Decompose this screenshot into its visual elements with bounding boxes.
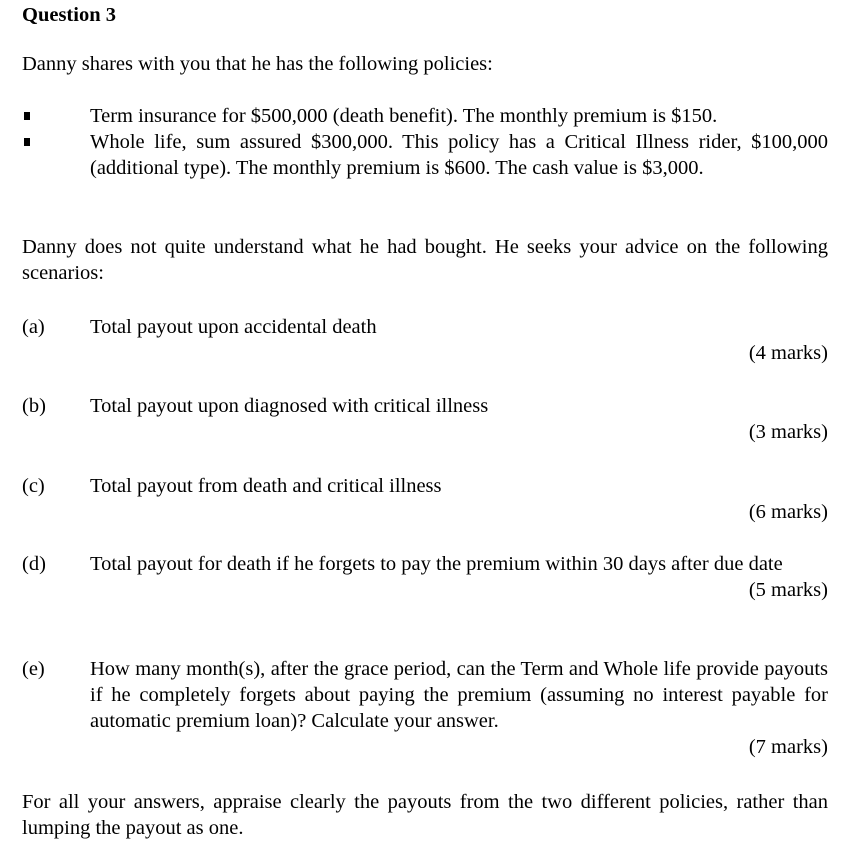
question-label: (d) — [22, 553, 46, 575]
closing-instruction: For all your answers, appraise clearly the payouts from the two different policies, rather than lumping the payout as one. — [22, 791, 828, 839]
scenario-intro-paragraph: Danny does not quite understand what he had bought. He seeks your advice on the following scenarios: — [22, 236, 828, 284]
question-label: (b) — [22, 395, 46, 417]
question-text: Total payout upon accidental death — [90, 316, 377, 338]
question-label: (e) — [22, 658, 45, 680]
intro-paragraph: Danny shares with you that he has the following policies: — [22, 53, 493, 75]
question-marks: (7 marks) — [748, 736, 828, 758]
question-text: How many month(s), after the grace period, can the Term and Whole life provide payouts if he completely forgets about paying the premium (assuming no interest payable for automatic premium loan)? Calculate your answer. — [90, 658, 828, 732]
question-item-a — [22, 314, 828, 366]
question-label: (a) — [22, 316, 45, 338]
policy-text: Whole life, sum assured $300,000. This policy has a Critical Illness rider, $100,000 (additional type). The monthly premium is $600. The cash value is $3,000. — [90, 131, 828, 179]
question-item-b — [22, 393, 828, 445]
policy-item-term — [22, 103, 828, 129]
question-item-e — [22, 656, 828, 760]
question-marks: (5 marks) — [748, 579, 828, 601]
question-item-c — [22, 473, 828, 525]
bullet-square-icon — [24, 112, 30, 120]
question-marks: (4 marks) — [748, 342, 828, 364]
policy-text: Term insurance for $500,000 (death benefit). The monthly premium is $150. — [90, 105, 718, 127]
policy-list — [22, 103, 828, 181]
bullet-square-icon — [24, 138, 30, 146]
question-heading: Question 3 — [22, 4, 116, 26]
question-marks: (3 marks) — [748, 421, 828, 443]
question-text: Total payout upon diagnosed with critical illness — [90, 395, 489, 417]
question-marks: (6 marks) — [748, 501, 828, 523]
question-label: (c) — [22, 475, 45, 497]
question-text: Total payout from death and critical illness — [90, 475, 442, 497]
question-item-d — [22, 551, 828, 603]
policy-item-whole-life — [22, 129, 828, 181]
question-text: Total payout for death if he forgets to pay the premium within 30 days after due date — [90, 553, 783, 575]
